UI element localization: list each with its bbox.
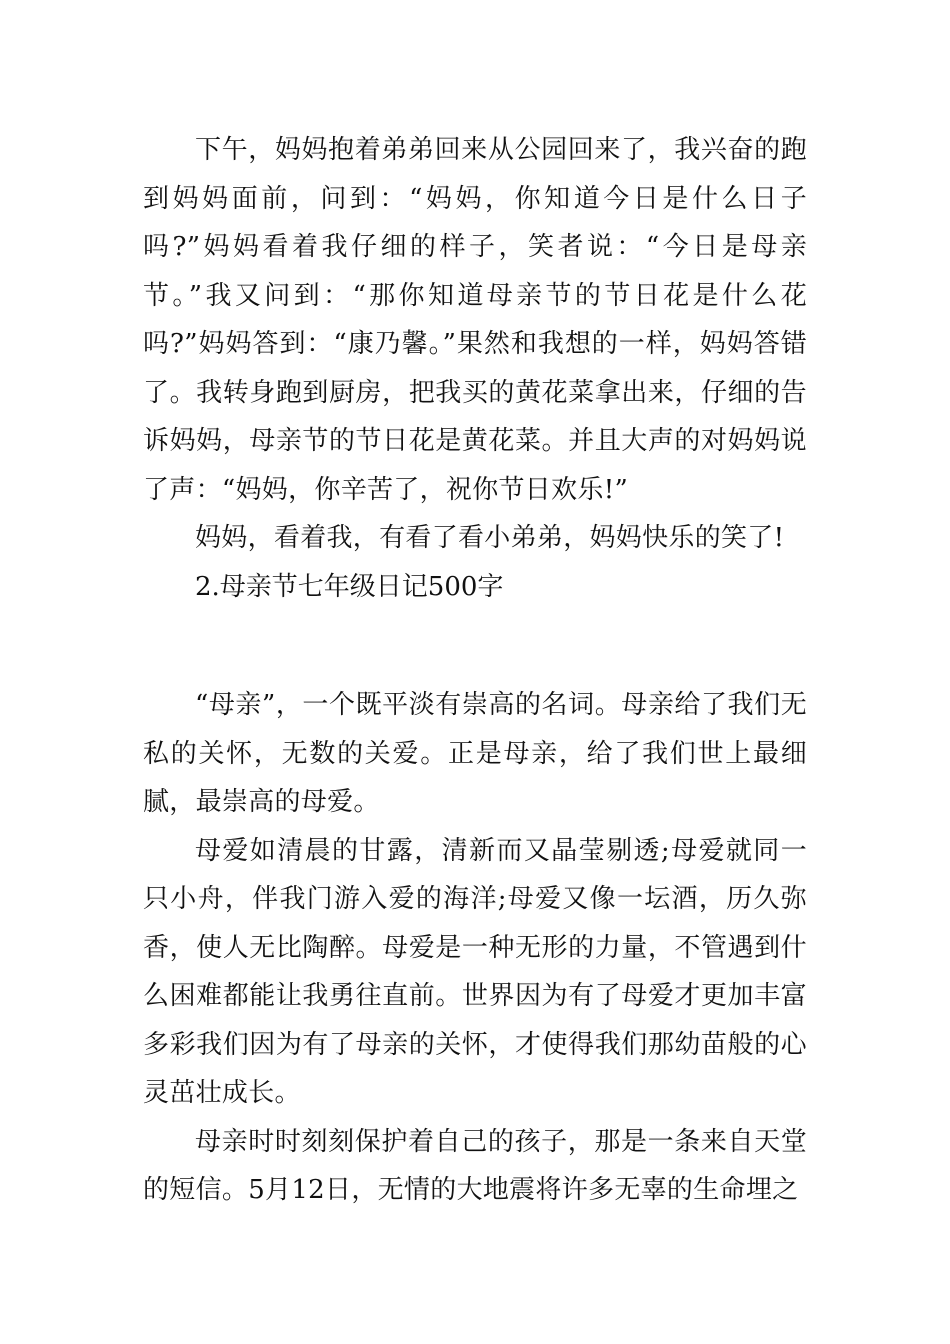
document-body bbox=[143, 126, 807, 1215]
paragraph-mother-love: 母爱如清晨的甘露，清新而又晶莹剔透;母爱就同一只小舟，伴我门游入爱的海洋;母爱又像一坛酒，历久弥香，使人无比陶醉。母爱是一种无形的力量，不管遇到什么困难都能让我勇往直前。世界因为有了母爱才更加丰富多彩我们因为有了母亲的关怀，才使得我们那幼苗般的心灵茁壮成长。 bbox=[143, 835, 807, 1108]
section-spacer bbox=[143, 611, 807, 681]
paragraph-mother-protection: 母亲时时刻刻保护着自己的孩子，那是一条来自天堂的短信。5月12日，无情的大地震将许多无辜的生命埋之 bbox=[143, 1126, 807, 1205]
paragraph-mother-smiles: 妈妈，看着我，有看了看小弟弟，妈妈快乐的笑了! bbox=[195, 523, 785, 553]
paragraph-afternoon-story: 下午，妈妈抱着弟弟回来从公园回来了，我兴奋的跑到妈妈面前，问到：“妈妈，你知道今日是什么日子吗?”妈妈看着我仔细的样子，笑者说：“今日是母亲节。”我又问到：“那你知道母亲节的节日花是什么花吗?”妈妈答到：“康乃馨。”果然和我想的一样，妈妈答错了。我转身跑到厨房，把我买的黄花菜拿出来，仔细的告诉妈妈，母亲节的节日花是黄花菜。并且大声的对妈妈说了声：“妈妈，你辛苦了，祝你节日欢乐!” bbox=[143, 135, 807, 505]
paragraph-mother-definition: “母亲”，一个既平淡有崇高的名词。母亲给了我们无私的关怀，无数的关爱。正是母亲，给了我们世上最细腻，最崇高的母爱。 bbox=[143, 690, 807, 817]
section-heading: 2.母亲节七年级日记500字 bbox=[195, 571, 504, 602]
